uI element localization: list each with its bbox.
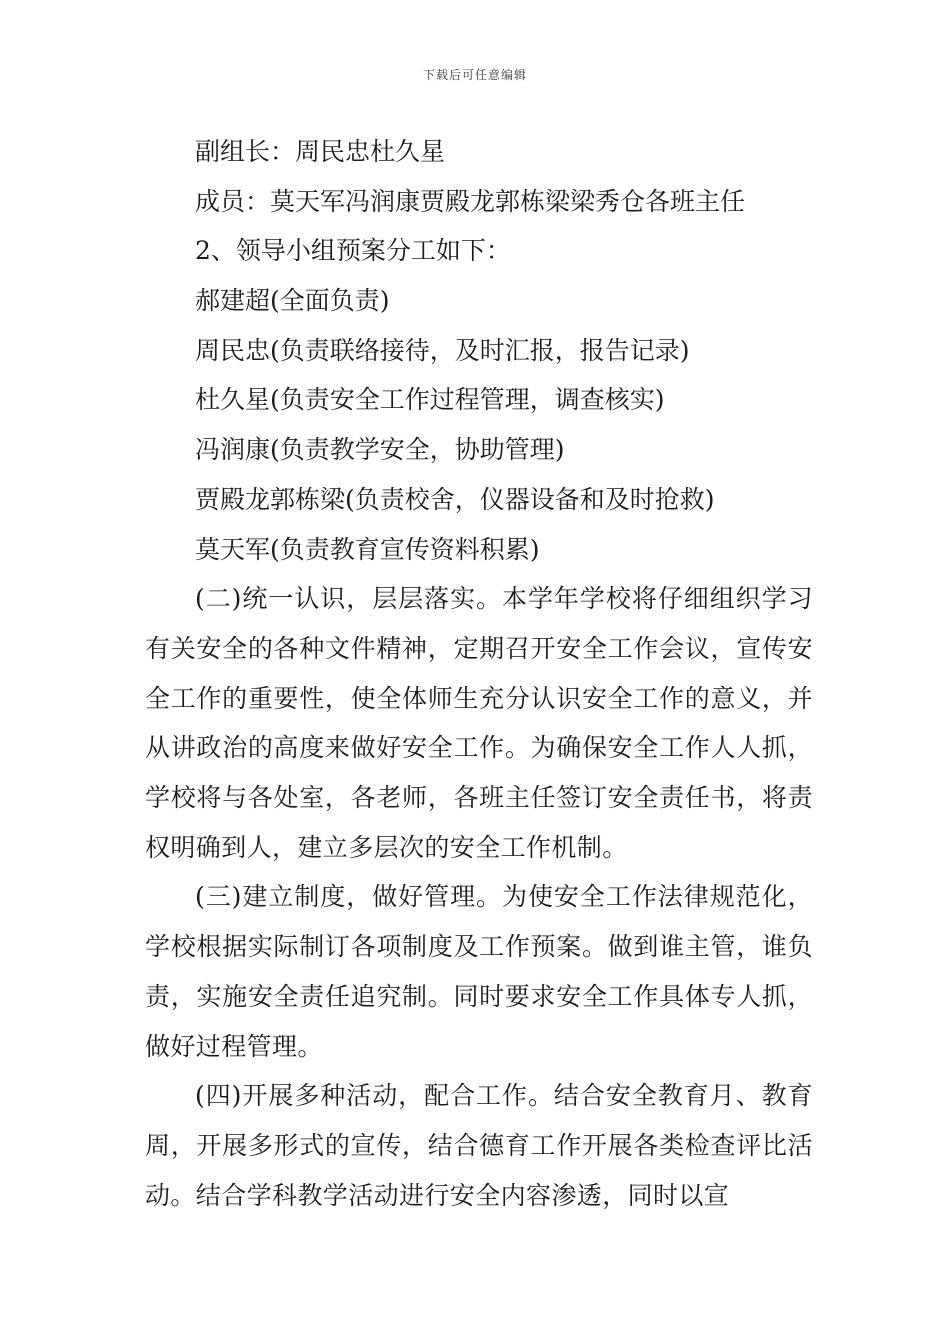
deputy-leaders-line: 副组长：周民忠杜久星 <box>195 137 446 166</box>
duty-item: 冯润康(负责教学安全，协助管理) <box>195 435 565 465</box>
section-heading-division: 2、领导小组预案分工如下： <box>195 236 511 266</box>
paragraph-unified-understanding: (二)统一认识，层层落实。本学年学校将仔细组织学习有关安全的各种文件精神，定期召开安全工作会议，宣传安全工作的重要性，使全体师生充分认识安全工作的意义，并从讲政治的高度来做好安全工作。为确保安全工作人人抓，学校将与各处室，各老师，各班主任签订安全责任书，将责权明确到人，建立多层次的安全工作机制。 <box>145 584 813 862</box>
duty-item: 杜久星(负责安全工作过程管理，调查核实) <box>195 385 665 415</box>
members-line: 成员：莫天军冯润康贾殿龙郭栋梁梁秀仓各班主任 <box>195 186 746 216</box>
page-header-note: 下载后可任意编辑 <box>422 68 527 82</box>
paragraph-establish-system: (三)建立制度，做好管理。为使安全工作法律规范化，学校根据实际制订各项制度及工作预案。做到谁主管，谁负责，实施安全责任追究制。同时要求安全工作具体专人抓，做好过程管理。 <box>145 882 813 1061</box>
document-body <box>145 127 813 1220</box>
duty-item: 莫天军(负责教育宣传资料积累) <box>195 534 540 564</box>
paragraph-activities: (四)开展多种活动，配合工作。结合安全教育月、教育周，开展多形式的宣传，结合德育工作开展各类检查评比活动。结合学科教学活动进行安全内容渗透，同时以宣 <box>145 1081 813 1210</box>
duty-item: 郝建超(全面负责) <box>195 286 390 316</box>
duty-item: 周民忠(负责联络接待，及时汇报，报告记录) <box>195 335 690 365</box>
duty-item: 贾殿龙郭栋梁(负责校舍，仪器设备和及时抢救) <box>195 484 715 514</box>
